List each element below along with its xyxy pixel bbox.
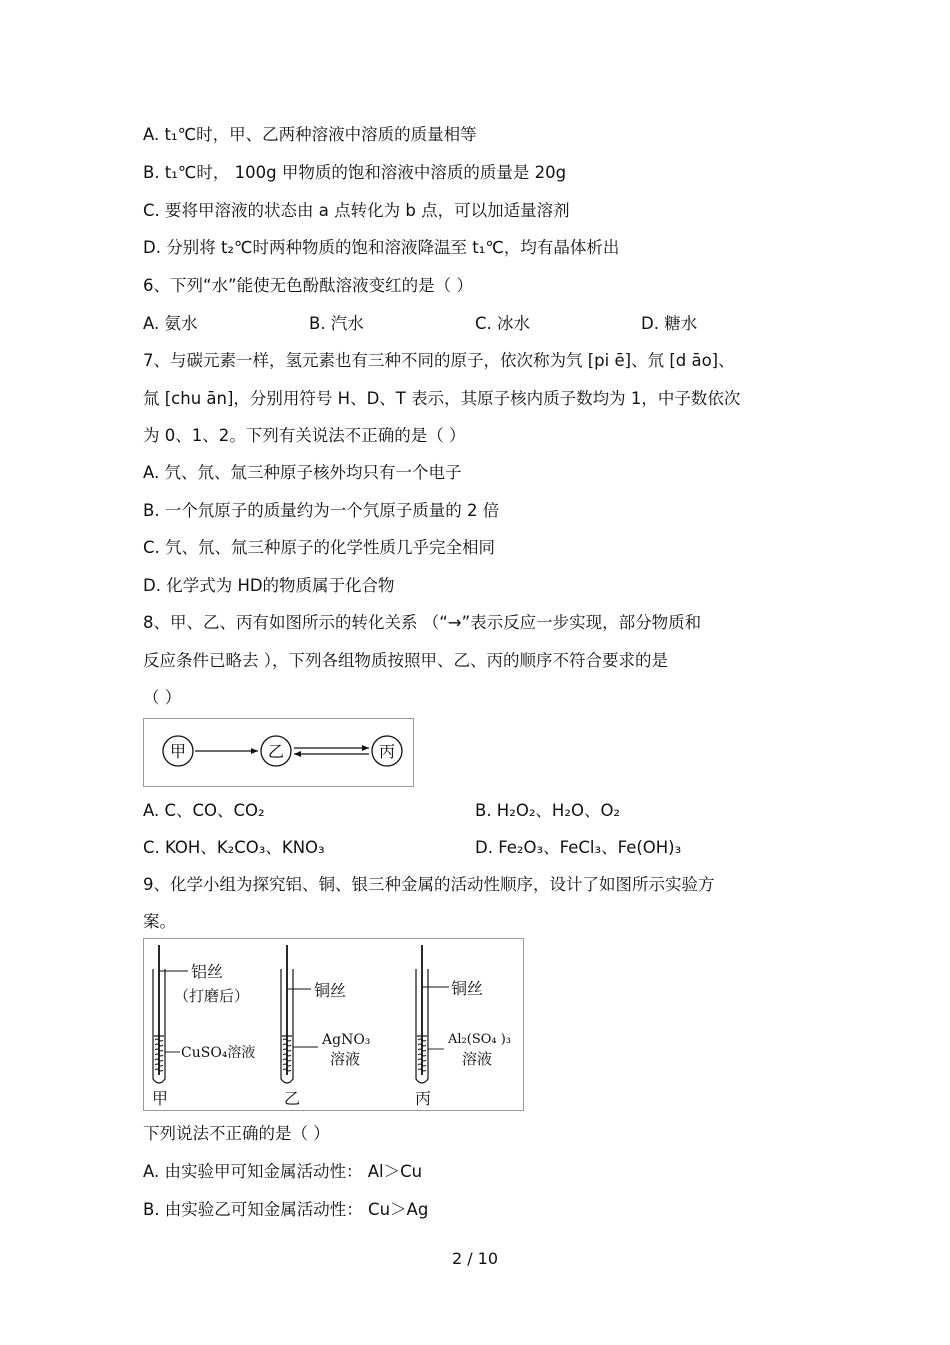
node-yi-label: 乙 [267,742,285,761]
label-copper-wire-3: 铜丝 [451,979,484,998]
label-al2so43: Al₂(SO₄ )₃ [448,1032,512,1047]
q7-line-3: 为 0、1、2。下列有关说法不正确的是（ ） [143,426,466,445]
node-jia-label: 甲 [169,742,187,761]
q5-option-c: C. 要将甲溶液的状态由 a 点转化为 b 点，可以加适量溶剂 [143,201,570,220]
q8-option-a: A. C、CO、CO₂ [143,801,265,820]
q9-option-a: A. 由实验甲可知金属活动性： Al＞Cu [143,1162,423,1181]
q7-option-c: C. 氕、氘、氚三种原子的化学性质几乎完全相同 [143,538,496,557]
label-aluminum-wire: 铝丝 [191,962,224,981]
q5-option-b: B. t₁℃时， 100g 甲物质的饱和溶液中溶质的质量是 20g [143,163,567,182]
q7-option-d: D. 化学式为 HD的物质属于化合物 [143,576,395,595]
experiment-figure-svg [144,939,523,1110]
q8-option-b: B. H₂O₂、H₂O、O₂ [475,801,621,820]
q8-line-1: 8、甲、乙、丙有如图所示的转化关系 （“→”表示反应一步实现，部分物质和 [143,613,702,632]
label-cuso4-solution: CuSO₄溶液 [181,1045,256,1061]
q6-option-d: D. 糖水 [641,314,698,333]
tag-bing: 丙 [415,1089,432,1108]
q8-option-c: C. KOH、K₂CO₃、KNO₃ [143,838,325,857]
conversion-diagram-svg [144,719,413,786]
q7-option-b: B. 一个氘原子的质量约为一个氕原子质量的 2 倍 [143,501,500,520]
q6-option-a: A. 氨水 [143,314,198,333]
page-number: 2 / 10 [451,1249,499,1268]
q7-line-2: 氚 [chu ān]，分别用符号 H、D、T 表示，其原子核内质子数均为 1，中子数依次 [143,389,741,408]
q8-options-row-1 [143,800,793,822]
q7-line-1: 7、与碳元素一样，氢元素也有三种不同的原子，依次称为氕 [pi ē]、氘 [d āo]、 [143,351,735,370]
q8-option-d: D. Fe₂O₃、FeCl₃、Fe(OH)₃ [475,838,682,857]
conversion-diagram [143,718,414,787]
q9-line-1: 9、化学小组为探究铝、铜、银三种金属的活动性顺序，设计了如图所示实验方 [143,875,715,894]
experiment-figure [143,938,524,1111]
q6-option-c: C. 冰水 [475,314,531,333]
node-bing-label: 丙 [378,742,396,761]
label-agno3: AgNO₃ [322,1032,371,1048]
q7-option-a: A. 氕、氘、氚三种原子核外均只有一个电子 [143,463,462,482]
q8-options-row-2 [143,837,793,859]
q6-option-b: B. 汽水 [309,314,364,333]
q6-stem: 6、下列“水”能使无色酚酞溶液变红的是（ ） [143,276,473,295]
q5-option-a: A. t₁℃时，甲、乙两种溶液中溶质的质量相等 [143,125,477,144]
q5-option-d: D. 分别将 t₂℃时两种物质的饱和溶液降温至 t₁℃，均有晶体析出 [143,238,620,257]
q8-line-3: （ ） [143,688,182,707]
q9-option-b: B. 由实验乙可知金属活动性： Cu＞Ag [143,1200,429,1219]
label-solution-3: 溶液 [462,1050,493,1068]
q9-stem: 下列说法不正确的是（ ） [143,1124,330,1143]
tag-jia: 甲 [152,1089,169,1108]
q8-line-2: 反应条件已略去 ），下列各组物质按照甲、乙、丙的顺序不符合要求的是 [143,651,668,670]
label-solution-2: 溶液 [330,1050,361,1068]
label-copper-wire-2: 铜丝 [314,981,347,1000]
tag-yi: 乙 [284,1089,301,1108]
label-polished: （打磨后） [174,987,250,1005]
q9-line-2: 案。 [143,912,176,931]
